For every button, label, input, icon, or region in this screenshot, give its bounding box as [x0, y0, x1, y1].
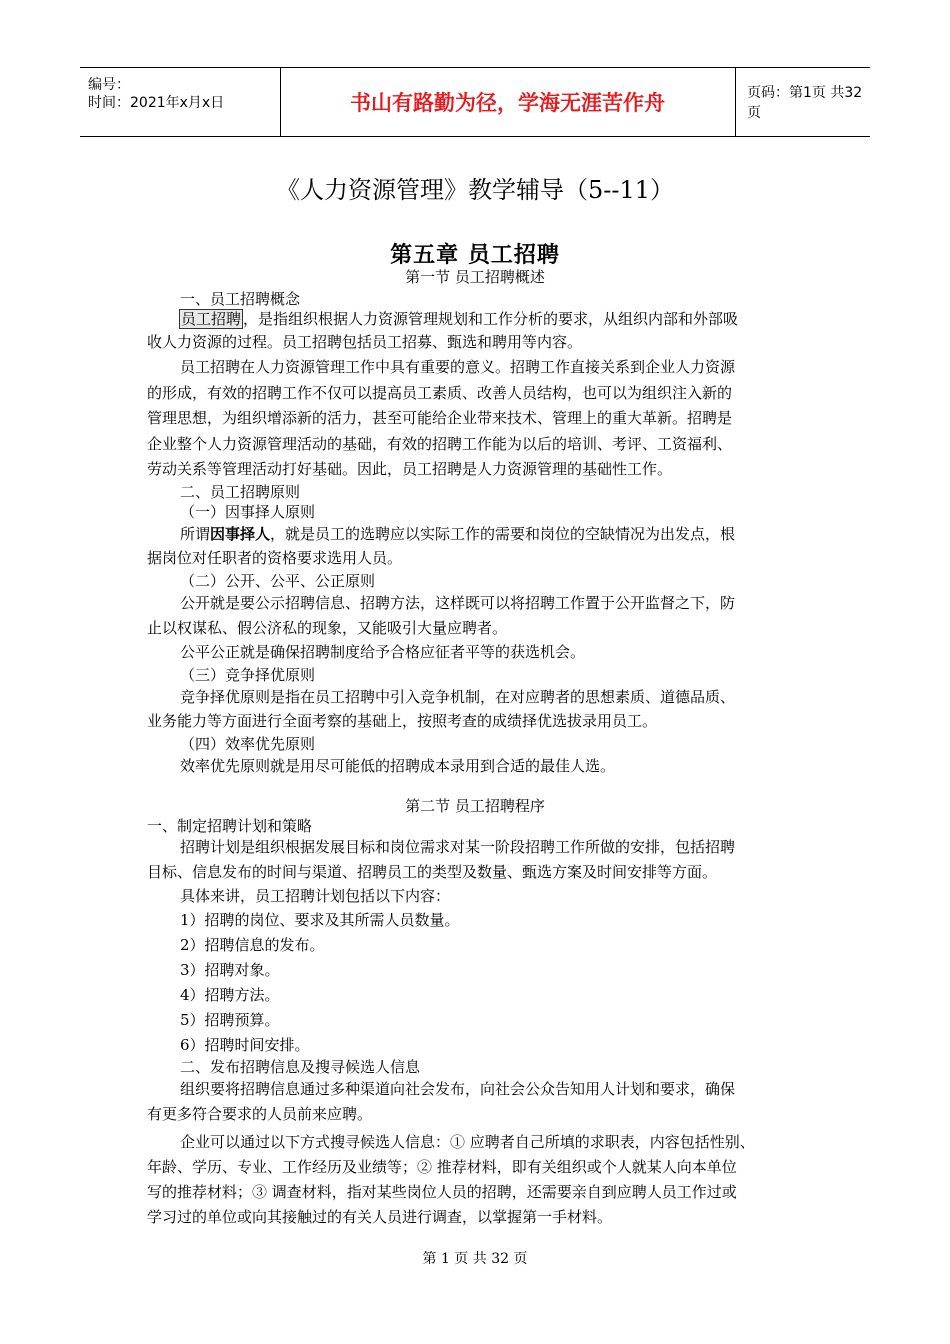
- paragraph-line: 招聘计划是组织根据发展目标和岗位需求对某一阶段招聘工作所做的安排，包括招聘: [180, 838, 736, 856]
- text-run: ，是指组织根据人力资源管理规划和工作分析的要求，从组织内部和外部吸: [243, 310, 739, 328]
- list-item: 3）招聘对象。: [180, 961, 280, 979]
- paragraph-line: 组织要将招聘信息通过多种渠道向社会发布，向社会公众告知用人计划和要求，确保: [180, 1080, 736, 1098]
- paragraph-line: 效率优先原则就是用尽可能低的招聘成本录用到合适的最佳人选。: [180, 757, 616, 775]
- subheading: （一）因事择人原则: [180, 503, 316, 521]
- header-meta: [80, 68, 281, 136]
- section-title: 第一节 员工招聘概述: [405, 268, 545, 286]
- paragraph-line: 目标、信息发布的时间与渠道、招聘员工的类型及数量、甄选方案及时间安排等方面。: [147, 863, 718, 881]
- header-motto: 书山有路勤为径，学海无涯苦作舟: [280, 68, 736, 136]
- paragraph-line: 收人力资源的过程。员工招聘包括员工招募、甄选和聘用等内容。: [147, 333, 583, 351]
- page-header: [80, 67, 870, 137]
- paragraph-line: [180, 525, 735, 543]
- paragraph-line: 企业可以通过以下方式搜寻候选人信息：① 应聘者自己所填的求职表，内容包括性别、: [180, 1133, 755, 1151]
- paragraph-line: 员工招聘在人力资源管理工作中具有重要的意义。招聘工作直接关系到企业人力资源: [180, 358, 736, 376]
- heading: 二、发布招聘信息及搜寻候选人信息: [180, 1058, 421, 1076]
- document-title: 《人力资源管理》教学辅导（5--11）: [275, 176, 675, 204]
- paragraph-line: 劳动关系等管理活动打好基础。因此，员工招聘是人力资源管理的基础性工作。: [147, 460, 673, 478]
- paragraph-line: 公平公正就是确保招聘制度给予合格应征者平等的获选机会。: [180, 643, 586, 661]
- text-run: 所谓: [180, 525, 211, 543]
- paragraph-line: 据岗位对任职者的资格要求选用人员。: [147, 549, 403, 567]
- time-label: 时间：2021年x月x日: [88, 95, 225, 111]
- paragraph-line: 止以权谋私、假公济私的现象，又能吸引大量应聘者。: [147, 619, 508, 637]
- page-footer: 第 1 页 共 32 页: [422, 1251, 528, 1267]
- paragraph-line: 公开就是要公示招聘信息、招聘方法，这样既可以将招聘工作置于公开监督之下，防: [180, 594, 736, 612]
- heading: 一、员工招聘概念: [180, 290, 301, 308]
- chapter-title: 第五章 员工招聘: [390, 242, 560, 268]
- paragraph-line: 竞争择优原则是指在员工招聘中引入竞争机制，在对应聘者的思想素质、道德品质、: [180, 688, 736, 706]
- paragraph-line: 企业整个人力资源管理活动的基础，有效的招聘工作能为以后的培训、考评、工资福利、: [147, 435, 733, 453]
- paragraph-line: [179, 310, 738, 328]
- text-run: ，就是员工的选聘应以实际工作的需要和岗位的空缺情况为出发点，根: [270, 525, 736, 543]
- header-page-label: 页码：第1页 共32页: [747, 85, 863, 121]
- paragraph-line: 学习过的单位或向其接触过的有关人员进行调查，以掌握第一手材料。: [147, 1208, 613, 1226]
- heading: 二、员工招聘原则: [180, 483, 301, 501]
- bold-term: 因事择人: [210, 525, 271, 543]
- subheading: （三）竞争择优原则: [180, 666, 316, 684]
- paragraph-line: 管理思想，为组织增添新的活力，甚至可能给企业带来技术、管理上的重大革新。招聘是: [147, 409, 733, 427]
- number-label: 编号：: [88, 77, 130, 93]
- subheading: （四）效率优先原则: [180, 735, 316, 753]
- paragraph-line: 有更多符合要求的人员前来应聘。: [147, 1105, 373, 1123]
- paragraph-line: 具体来讲，员工招聘计划包括以下内容：: [180, 887, 451, 905]
- subheading: （二）公开、公平、公正原则: [180, 572, 376, 590]
- paragraph-line: 的形成，有效的招聘工作不仅可以提高员工素质、改善人员结构，也可以为组织注入新的: [147, 384, 733, 402]
- paragraph-line: 业务能力等方面进行全面考察的基础上，按照考查的成绩择优选拔录用员工。: [147, 712, 658, 730]
- list-item: 6）招聘时间安排。: [180, 1036, 310, 1054]
- highlighted-term: 员工招聘: [181, 310, 242, 328]
- list-item: 5）招聘预算。: [180, 1011, 280, 1029]
- list-item: 2）招聘信息的发布。: [180, 936, 325, 954]
- list-item: 1）招聘的岗位、要求及其所需人员数量。: [180, 911, 460, 929]
- section-title: 第二节 员工招聘程序: [405, 797, 545, 815]
- paragraph-line: 写的推荐材料；③ 调查材料，指对某些岗位人员的招聘，还需要亲自到应聘人员工作过或: [147, 1183, 737, 1201]
- list-item: 4）招聘方法。: [180, 986, 280, 1004]
- heading: 一、制定招聘计划和策略: [147, 817, 313, 835]
- paragraph-line: 年龄、学历、专业、工作经历及业绩等；② 推荐材料，即有关组织或个人就某人向本单位: [147, 1158, 737, 1176]
